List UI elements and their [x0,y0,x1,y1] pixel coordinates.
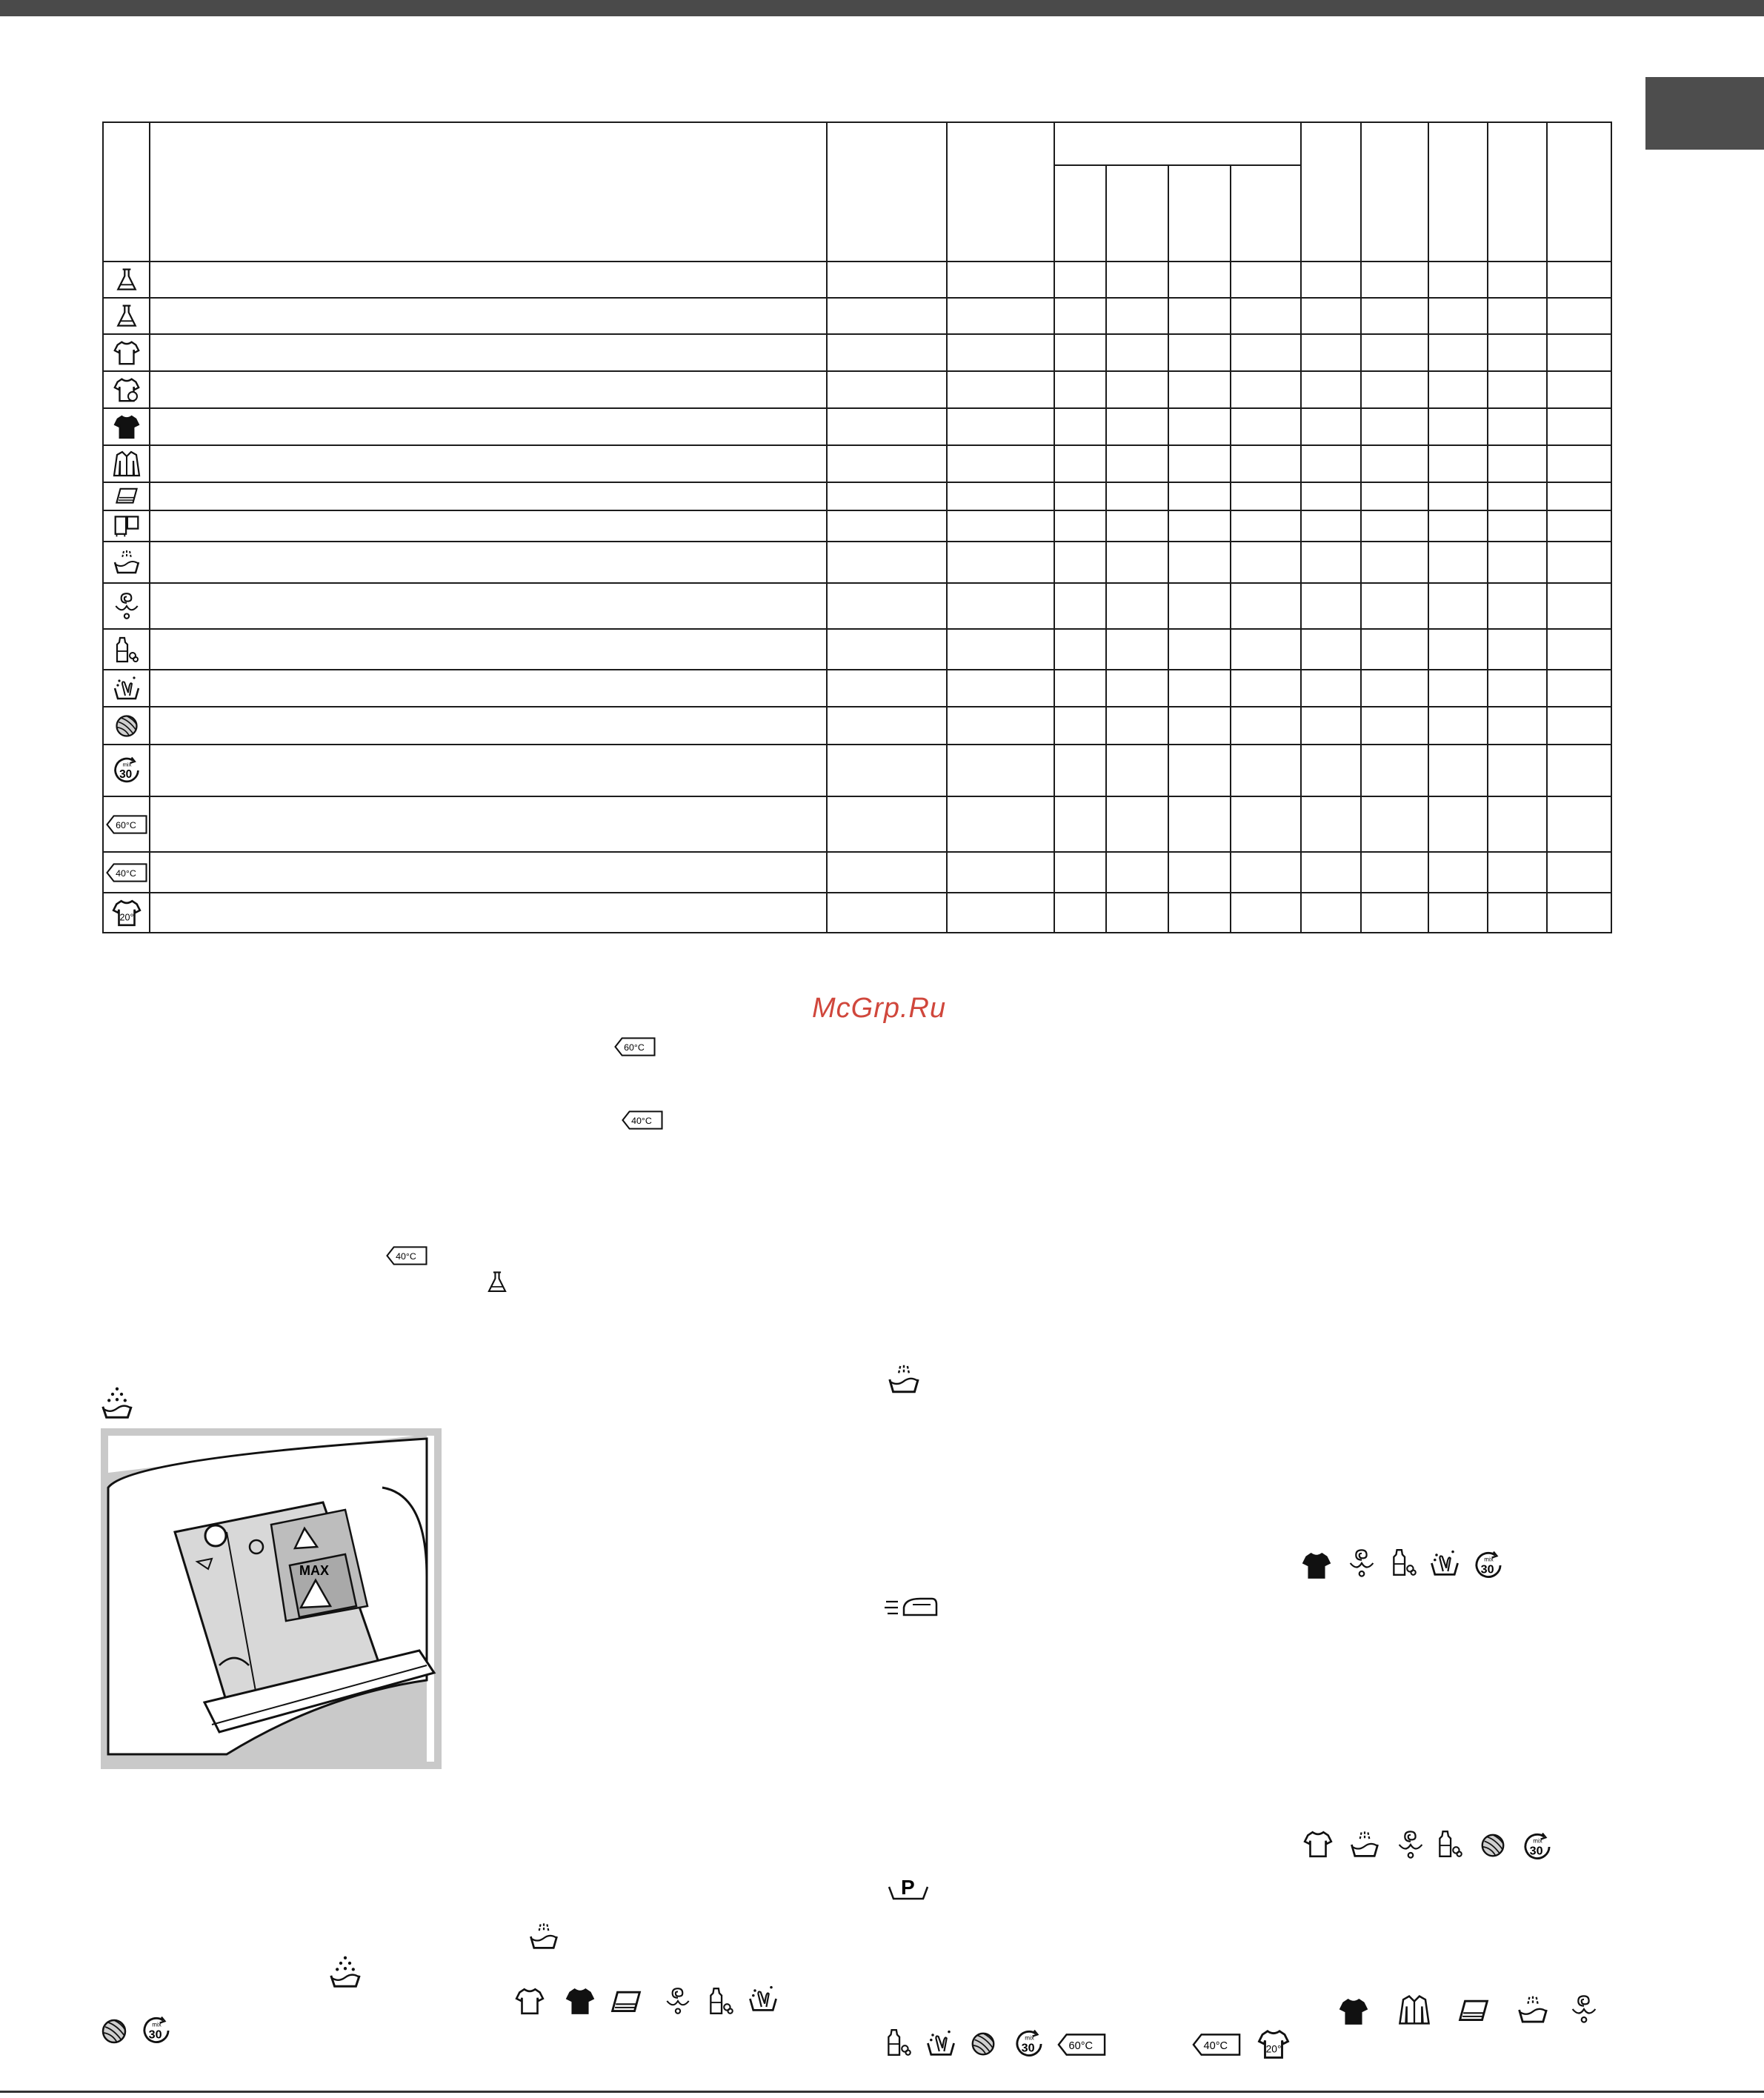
wool-icon [99,2017,129,2046]
svg-text:mix: mix [1484,1556,1494,1563]
delicates-basin-icon [112,547,142,577]
shirt-stain-icon [113,339,141,367]
table-row [103,371,1611,408]
programme-table [102,121,1612,933]
top-bar [0,0,1764,16]
table-row [103,796,1611,852]
table-row [103,583,1611,629]
svg-text:P: P [901,1876,915,1899]
tag-60-icon [613,1036,656,1058]
shirt-20-icon [111,897,142,928]
table-row [103,893,1611,933]
table-row [103,707,1611,745]
dark-shirt-icon [1338,1996,1369,2027]
svg-text:60°C: 60°C [624,1042,645,1053]
svg-text:30: 30 [1480,1562,1494,1576]
powder-detergent-icon [327,1954,363,1990]
mix30-icon [1520,1830,1554,1864]
svg-text:40°C: 40°C [631,1115,652,1126]
cotton-flask-icon [485,1270,510,1295]
table-row [103,852,1611,893]
table-row [103,670,1611,707]
svg-text:60°C: 60°C [115,819,136,830]
powder-detergent-icon [99,1385,135,1421]
bed-linen-icon [113,513,140,539]
delicates-basin-icon [1516,1993,1550,2027]
table-row [103,510,1611,542]
table-row [103,298,1611,334]
svg-text:mix: mix [1025,2034,1034,2042]
towel-icon [114,484,139,509]
hand-wash-icon [1428,1547,1461,1579]
prewash-icon [886,1871,931,1902]
tag-40-icon [105,862,148,884]
mix30-icon [139,2014,173,2048]
svg-text:mix: mix [122,761,131,768]
tag-40-icon [621,1109,664,1131]
cotton-flask-icon [113,303,140,330]
tag-40-icon [385,1245,428,1267]
svg-text:40°C: 40°C [396,1251,416,1262]
towel-icon [609,1985,643,2019]
delicates-basin-icon [886,1362,922,1397]
dark-shirt-icon [1301,1550,1332,1581]
baby-bottle-icon [112,635,142,665]
baby-bottle-icon [1434,1828,1465,1859]
wool-icon [1479,1831,1507,1859]
mix30-icon [1012,2027,1046,2061]
svg-text:40°C: 40°C [115,867,136,879]
anti-allergy-icon [662,1985,693,2017]
iron-icon [883,1591,942,1621]
shirt-20-icon [1257,2027,1291,2061]
jacket-icon [1397,1993,1431,2027]
language-tab [1645,77,1764,150]
svg-text:mix: mix [152,2021,162,2028]
svg-text:20°: 20° [1265,2043,1282,2055]
tag-40-icon [1191,2032,1242,2057]
delicates-basin-icon [527,1920,560,1953]
svg-text:MAX: MAX [299,1563,329,1578]
delicates-basin-icon [1348,1828,1381,1861]
svg-text:40°C: 40°C [1203,2039,1228,2052]
header-group-cell [1054,122,1301,165]
svg-text:60°C: 60°C [1068,2039,1094,2052]
towel-icon [1457,1994,1491,2028]
anti-allergy-icon [1568,1993,1600,2025]
baby-bottle-icon [1388,1547,1419,1578]
svg-text:30: 30 [148,2028,162,2042]
table-row [103,445,1611,482]
shirt-heavy-stain-icon [113,376,141,404]
table-row [103,334,1611,371]
cotton-flask-icon [113,267,140,293]
mix30-icon [1471,1548,1505,1582]
dark-shirt-icon [113,413,141,441]
baby-bottle-icon [705,1985,736,2017]
wool-icon [969,2030,997,2058]
table-row [103,262,1611,298]
table-row [103,542,1611,583]
bottom-rule [0,2091,1764,2093]
watermark: McGrp.Ru [812,993,947,1024]
anti-allergy-icon [111,590,142,622]
tag-60-icon [1056,2032,1107,2057]
table-header-row [103,122,1611,165]
shirt-stain-icon [514,1985,545,2017]
svg-text:30: 30 [1021,2041,1035,2055]
tag-60-icon [105,813,148,836]
anti-allergy-icon [1345,1547,1378,1579]
hand-wash-icon [747,1982,779,2015]
detergent-drawer-figure [101,1428,442,1769]
table-row [103,482,1611,510]
svg-text:30: 30 [119,767,132,781]
dark-shirt-icon [565,1985,596,2017]
svg-text:30: 30 [1529,1844,1543,1858]
mix30-icon [110,754,143,787]
table-row [103,629,1611,670]
hand-wash-icon [112,673,142,703]
anti-allergy-icon [1394,1828,1427,1861]
wool-icon [113,713,140,739]
svg-text:20°: 20° [119,912,134,923]
baby-bottle-icon [883,2027,914,2058]
jacket-icon [112,449,142,479]
svg-text:mix: mix [1533,1837,1542,1845]
hand-wash-icon [925,2027,957,2059]
shirt-stain-icon [1302,1828,1334,1859]
table-row [103,408,1611,445]
table-row [103,745,1611,796]
